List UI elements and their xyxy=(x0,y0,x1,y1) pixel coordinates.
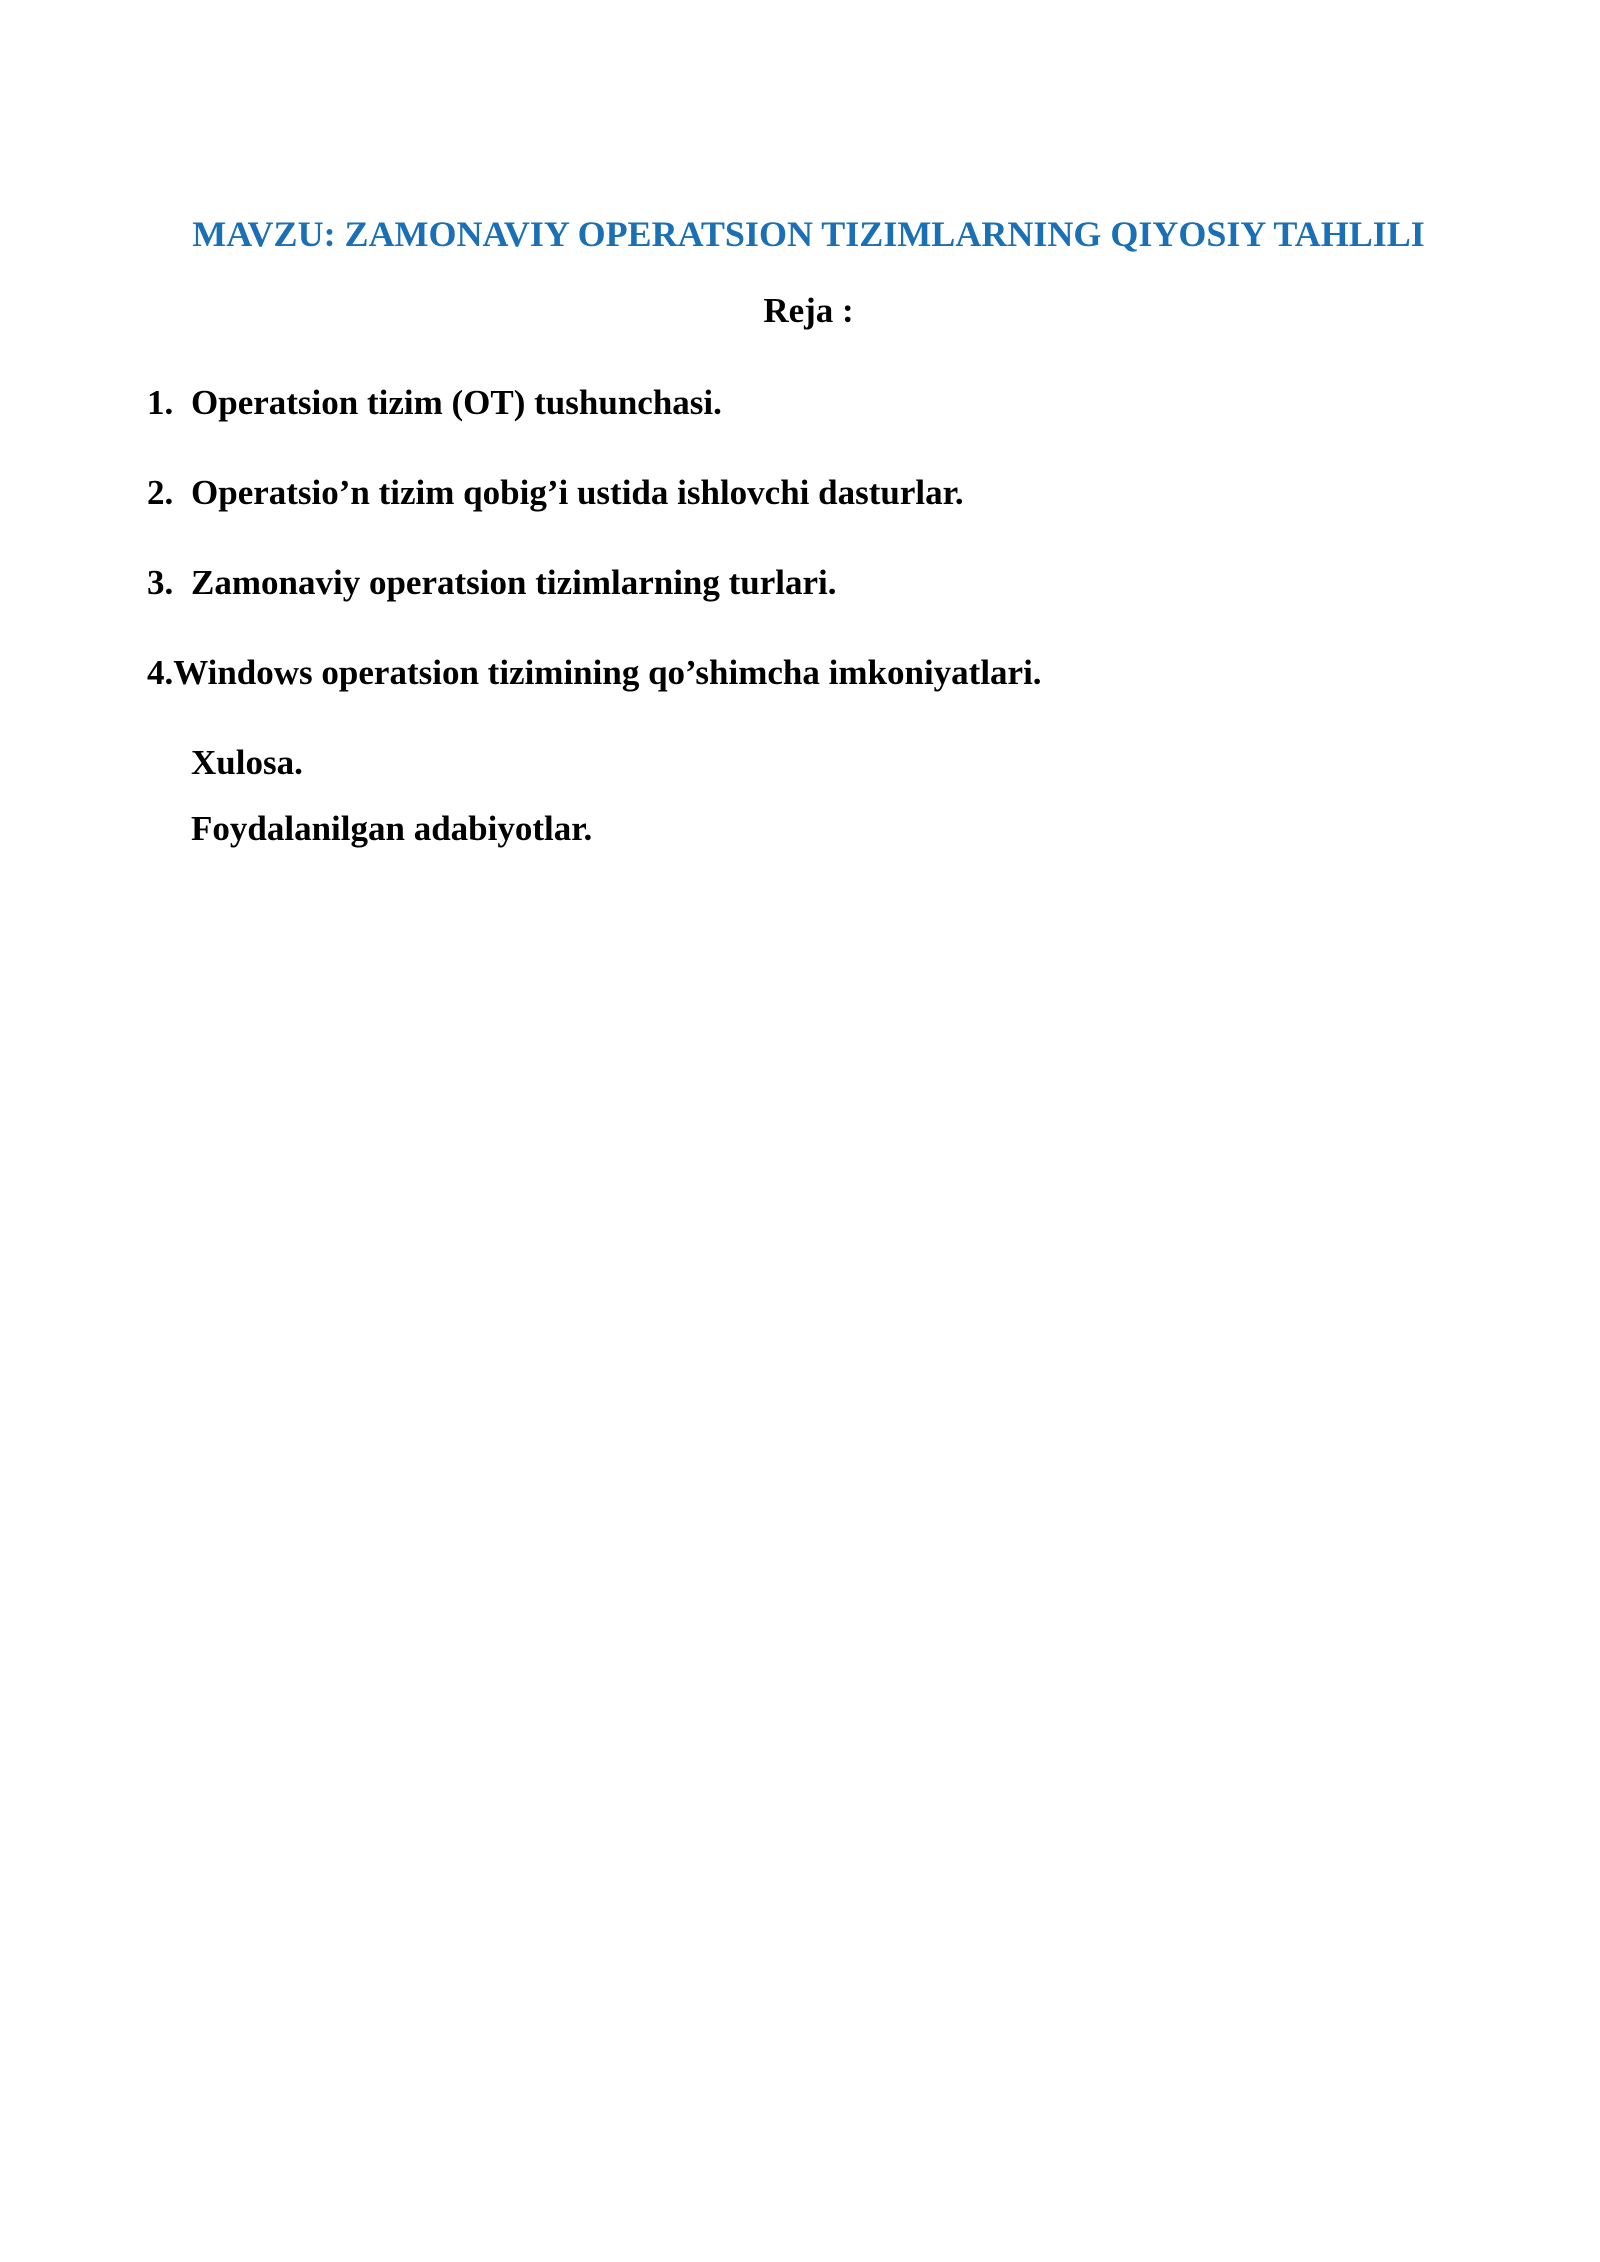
plan-heading: Reja : xyxy=(763,291,854,330)
plan-item-text: Operatsio’n tizim qobig’i ustida ishlovchi dasturlar. xyxy=(191,473,964,512)
document-title: MAVZU: ZAMONAVIY OPERATSION TIZIMLARNING QIYOSIY TAHLILI xyxy=(192,214,1425,254)
conclusion-item: Xulosa. xyxy=(191,743,303,782)
plan-item-1 xyxy=(147,380,722,426)
plan-item-3 xyxy=(147,560,837,606)
plan-item-2 xyxy=(147,470,964,516)
plan-item-text: Operatsion tizim (OT) tushunchasi. xyxy=(191,383,722,422)
plan-item-number: 3. xyxy=(147,563,174,602)
plan-item-text: Zamonaviy operatsion tizimlarning turlari. xyxy=(191,563,837,602)
plan-item-number: 2. xyxy=(147,473,174,512)
references-item: Foydalanilgan adabiyotlar. xyxy=(191,809,593,848)
plan-item-number: 4. xyxy=(147,653,174,692)
plan-item-text: Windows operatsion tizimining qo’shimcha imkoniyatlari. xyxy=(173,653,1042,692)
plan-item-4 xyxy=(147,650,1042,696)
plan-item-number: 1. xyxy=(147,383,174,422)
